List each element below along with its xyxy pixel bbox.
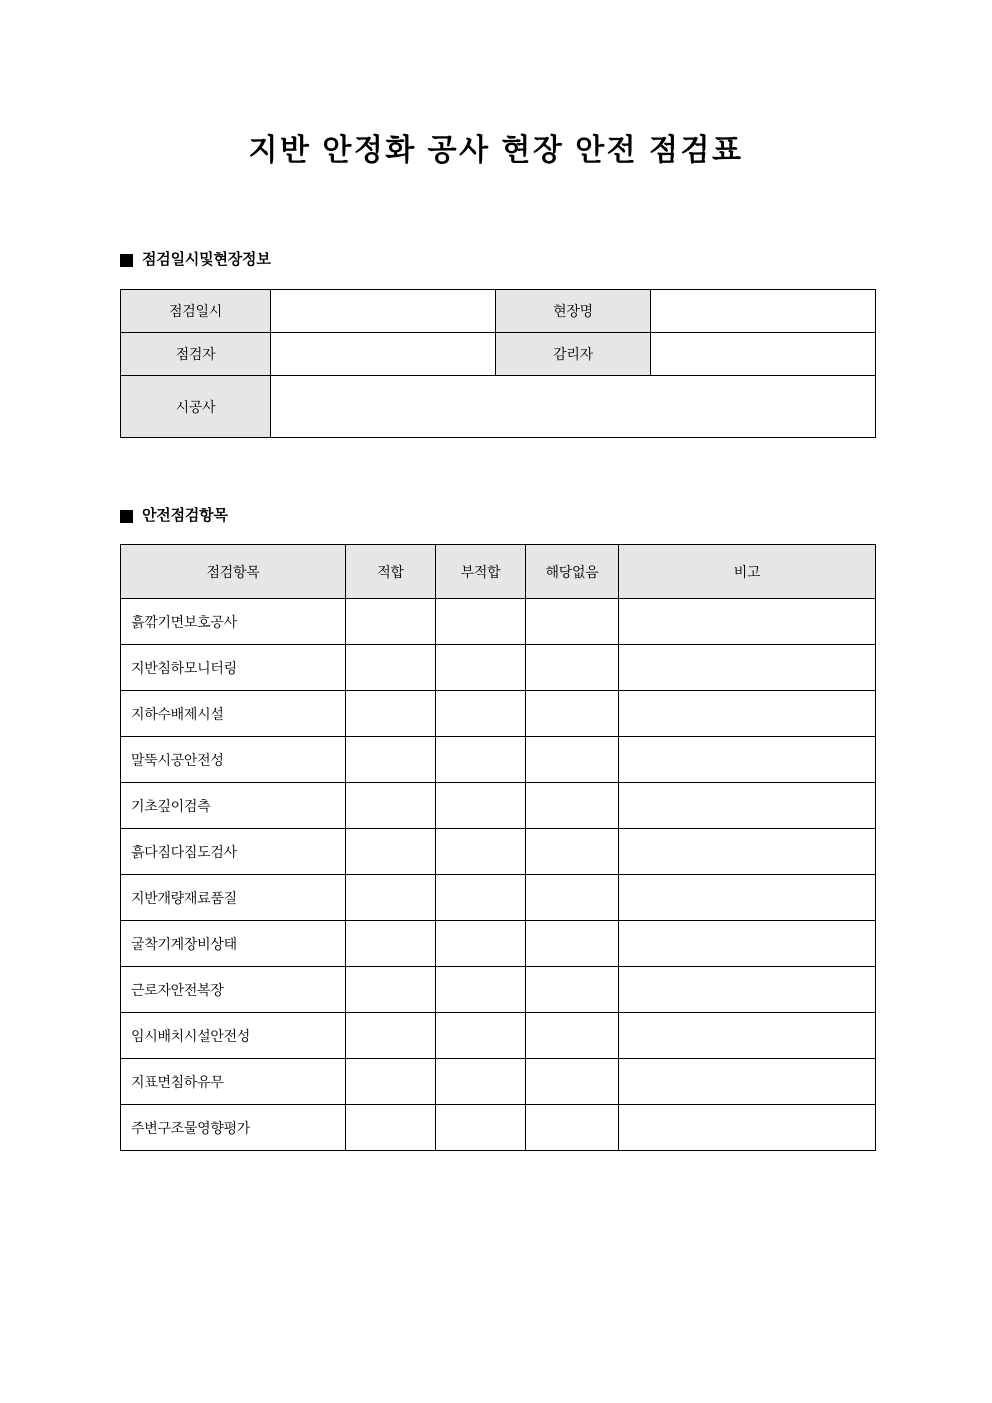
section-heading-safety-items: [120, 506, 228, 526]
label-inspector: 점검자: [121, 333, 271, 376]
checklist-cell-nonconform[interactable]: [436, 1059, 526, 1105]
table-row: [121, 376, 876, 438]
checklist-cell-na[interactable]: [526, 645, 619, 691]
checklist-cell-nonconform[interactable]: [436, 1013, 526, 1059]
column-header-nonconform: 부적합: [436, 545, 526, 599]
checklist-cell-remark[interactable]: [619, 967, 876, 1013]
value-supervisor[interactable]: [651, 333, 876, 376]
checklist-cell-na[interactable]: [526, 737, 619, 783]
checklist-cell-na[interactable]: [526, 921, 619, 967]
checklist-cell-remark[interactable]: [619, 1059, 876, 1105]
checklist-cell-conform[interactable]: [346, 691, 436, 737]
table-row: [121, 829, 876, 875]
filled-square-icon: [120, 254, 133, 267]
checklist-item-label: 기초깊이검측: [121, 783, 346, 829]
table-row: [121, 333, 876, 376]
section-heading-label: 안전점검항목: [142, 507, 228, 524]
checklist-cell-conform[interactable]: [346, 1059, 436, 1105]
table-row: [121, 921, 876, 967]
checklist-cell-na[interactable]: [526, 1013, 619, 1059]
checklist-item-label: 지하수배제시설: [121, 691, 346, 737]
column-header-na: 해당없음: [526, 545, 619, 599]
checklist-cell-conform[interactable]: [346, 645, 436, 691]
table-row: [121, 599, 876, 645]
checklist-cell-remark[interactable]: [619, 783, 876, 829]
value-inspection-datetime[interactable]: [271, 290, 496, 333]
checklist-cell-remark[interactable]: [619, 875, 876, 921]
checklist-item-label: 지반개량재료품질: [121, 875, 346, 921]
table-row: [121, 1105, 876, 1151]
site-info-table: [120, 289, 876, 438]
checklist-cell-na[interactable]: [526, 829, 619, 875]
checklist-cell-conform[interactable]: [346, 1013, 436, 1059]
checklist-item-label: 지반침하모니터링: [121, 645, 346, 691]
table-row: [121, 737, 876, 783]
checklist-cell-remark[interactable]: [619, 829, 876, 875]
checklist-cell-nonconform[interactable]: [436, 783, 526, 829]
checklist-cell-nonconform[interactable]: [436, 875, 526, 921]
checklist-cell-na[interactable]: [526, 783, 619, 829]
checklist-cell-na[interactable]: [526, 875, 619, 921]
checklist-item-label: 흙다짐다짐도검사: [121, 829, 346, 875]
checklist-item-label: 근로자안전복장: [121, 967, 346, 1013]
table-row: [121, 1013, 876, 1059]
checklist-cell-conform[interactable]: [346, 1105, 436, 1151]
label-inspection-datetime: 점검일시: [121, 290, 271, 333]
checklist-cell-na[interactable]: [526, 1105, 619, 1151]
value-contractor[interactable]: [271, 376, 876, 438]
checklist-cell-na[interactable]: [526, 599, 619, 645]
checklist-item-label: 흙깎기면보호공사: [121, 599, 346, 645]
label-contractor: 시공사: [121, 376, 271, 438]
checklist-item-label: 지표면침하유무: [121, 1059, 346, 1105]
checklist-cell-na[interactable]: [526, 691, 619, 737]
checklist-cell-nonconform[interactable]: [436, 921, 526, 967]
checklist-cell-nonconform[interactable]: [436, 691, 526, 737]
checklist-cell-nonconform[interactable]: [436, 599, 526, 645]
checklist-item-label: 굴착기계장비상태: [121, 921, 346, 967]
table-header-row: [121, 545, 876, 599]
checklist-cell-remark[interactable]: [619, 737, 876, 783]
checklist-cell-conform[interactable]: [346, 599, 436, 645]
table-row: [121, 645, 876, 691]
value-site-name[interactable]: [651, 290, 876, 333]
checklist-cell-remark[interactable]: [619, 1013, 876, 1059]
checklist-cell-conform[interactable]: [346, 829, 436, 875]
checklist-cell-nonconform[interactable]: [436, 645, 526, 691]
checklist-cell-remark[interactable]: [619, 645, 876, 691]
checklist-cell-na[interactable]: [526, 967, 619, 1013]
table-row: [121, 290, 876, 333]
checklist-cell-remark[interactable]: [619, 1105, 876, 1151]
table-row: [121, 691, 876, 737]
filled-square-icon: [120, 510, 133, 523]
checklist-item-label: 말뚝시공안전성: [121, 737, 346, 783]
value-inspector[interactable]: [271, 333, 496, 376]
section-heading-site-info: [120, 250, 271, 270]
checklist-cell-conform[interactable]: [346, 875, 436, 921]
page-title: 지반 안정화 공사 현장 안전 점검표: [248, 134, 744, 167]
checklist-cell-conform[interactable]: [346, 921, 436, 967]
label-site-name: 현장명: [496, 290, 651, 333]
checklist-cell-nonconform[interactable]: [436, 829, 526, 875]
table-row: [121, 783, 876, 829]
label-supervisor: 감리자: [496, 333, 651, 376]
checklist-cell-conform[interactable]: [346, 737, 436, 783]
column-header-remark: 비고: [619, 545, 876, 599]
checklist-item-label: 임시배치시설안전성: [121, 1013, 346, 1059]
table-row: [121, 967, 876, 1013]
checklist-cell-remark[interactable]: [619, 691, 876, 737]
table-row: [121, 1059, 876, 1105]
column-header-conform: 적합: [346, 545, 436, 599]
checklist-cell-na[interactable]: [526, 1059, 619, 1105]
checklist-cell-conform[interactable]: [346, 783, 436, 829]
table-row: [121, 875, 876, 921]
checklist-cell-conform[interactable]: [346, 967, 436, 1013]
checklist-cell-remark[interactable]: [619, 599, 876, 645]
checklist-item-label: 주변구조물영향평가: [121, 1105, 346, 1151]
section-heading-label: 점검일시및현장정보: [142, 251, 271, 268]
checklist-cell-nonconform[interactable]: [436, 737, 526, 783]
checklist-cell-remark[interactable]: [619, 921, 876, 967]
safety-checklist-table: [120, 544, 876, 1151]
column-header-item: 점검항목: [121, 545, 346, 599]
checklist-cell-nonconform[interactable]: [436, 1105, 526, 1151]
checklist-cell-nonconform[interactable]: [436, 967, 526, 1013]
